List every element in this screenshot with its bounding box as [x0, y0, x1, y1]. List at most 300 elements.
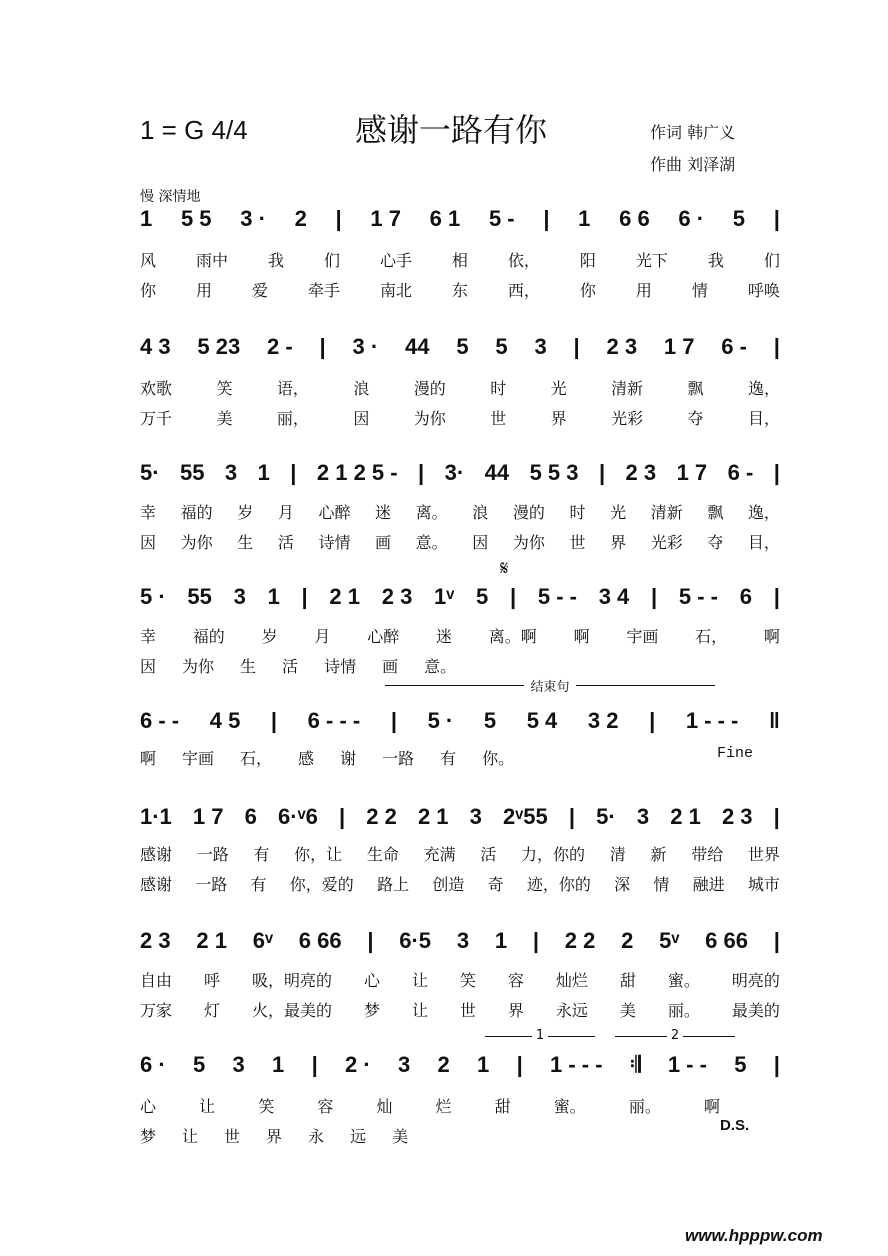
barline: |	[509, 584, 517, 609]
lyric-word: 南北	[379, 281, 412, 300]
lyric-word: 梦	[363, 1001, 380, 1020]
note-group: 6	[739, 584, 752, 609]
lyric-word: 迹，你的	[526, 875, 591, 894]
lyric-word: 幸	[140, 627, 157, 646]
note-group: 2 1	[670, 804, 701, 829]
lyric-word: 雨中	[195, 251, 228, 270]
note-group: 6 ·	[678, 206, 705, 231]
barline: |	[290, 460, 297, 485]
lyric-word: 界	[266, 1127, 283, 1146]
lyric-word: 啊	[703, 1097, 720, 1116]
lyric-word: 甜	[494, 1097, 511, 1116]
barline: |	[338, 804, 346, 829]
lyric-word: 意。	[415, 533, 448, 552]
note-group: 5 5	[180, 206, 212, 231]
lyric-line-2	[140, 406, 780, 429]
lyric-word: 用	[195, 281, 212, 300]
lyric-word: 阳	[579, 251, 596, 270]
note-group: 2 ·	[345, 1052, 371, 1077]
note-group: 4 5	[209, 708, 241, 733]
note-group: 1	[272, 1052, 285, 1077]
lyric-word: 迷	[435, 627, 452, 646]
lyric-word: 语，	[276, 379, 309, 398]
lyric-word: 活	[480, 845, 497, 864]
lyric-line-1	[140, 624, 780, 647]
lyric-word: 浪	[472, 503, 489, 522]
lyric-word: 漫的	[512, 503, 545, 522]
note-group: 2 3	[140, 928, 171, 953]
lyric-word: 因	[140, 533, 157, 552]
note-group: 6 6	[619, 206, 650, 231]
lyric-word: 为你	[180, 533, 213, 552]
lyric-word: 心	[140, 1097, 157, 1116]
note-group: 44	[484, 460, 510, 485]
note-group: 6ᵛ	[252, 928, 273, 953]
lyric-word: 诗情	[324, 657, 357, 676]
barline: 𝄇	[629, 1052, 641, 1077]
note-group: 3	[456, 928, 470, 953]
lyric-word: 诗情	[318, 533, 351, 552]
barline: ‖	[768, 708, 780, 733]
lyric-word: 浪	[353, 379, 370, 398]
lyric-word: 有	[440, 749, 457, 768]
note-group: 1	[140, 206, 153, 231]
note-group: 1 - - -	[550, 1052, 603, 1077]
notation-line	[140, 708, 780, 734]
lyric-word: 呼	[203, 971, 220, 990]
lyric-word: 明亮的	[731, 971, 780, 990]
note-group: 5 ·	[140, 584, 166, 609]
note-group: 1	[494, 928, 508, 953]
note-group: 6 -	[727, 460, 754, 485]
lyric-word: 欢歌	[140, 379, 173, 398]
lyric-word: 谢	[340, 749, 357, 768]
lyric-word: 心	[363, 971, 380, 990]
notation-line	[140, 1052, 780, 1078]
lyric-word: 万家	[140, 1001, 173, 1020]
lyric-word: 用	[635, 281, 652, 300]
lyric-word: 一路	[195, 875, 228, 894]
note-group: 3 2	[587, 708, 619, 733]
lyric-word: 容	[317, 1097, 334, 1116]
lyric-word: 一路	[196, 845, 229, 864]
note-group: 5 -	[488, 206, 515, 231]
lyric-word: 让	[411, 1001, 428, 1020]
lyric-word: 幸	[140, 503, 157, 522]
lyric-word: 融进	[692, 875, 725, 894]
barline: |	[270, 708, 278, 733]
barline: |	[773, 804, 780, 829]
lyric-word: 夺	[707, 533, 724, 552]
note-group: 2 1	[417, 804, 449, 829]
note-group: 3 4	[598, 584, 630, 609]
lyric-line-1	[140, 1094, 720, 1117]
barline: |	[367, 928, 374, 953]
notation-line	[140, 334, 780, 360]
lyric-word: 丽。	[667, 1001, 700, 1020]
note-group: 4 3	[140, 334, 171, 359]
lyric-word: 岁	[237, 503, 254, 522]
note-group: 1 7	[192, 804, 224, 829]
lyric-word: 奇	[487, 875, 504, 894]
lyric-word: 因	[353, 409, 370, 428]
lyric-word: 感谢	[140, 875, 173, 894]
lyric-word: 月	[314, 627, 331, 646]
lyric-word: 目，	[747, 533, 780, 552]
note-group: 1	[477, 1052, 490, 1077]
note-group: 3	[636, 804, 650, 829]
note-group: 3	[233, 584, 246, 609]
ending-label: 结束句	[524, 680, 575, 695]
lyric-word: 我	[267, 251, 284, 270]
lyric-word: 界	[507, 1001, 524, 1020]
barline: |	[418, 460, 425, 485]
lyric-word: 啊	[573, 627, 590, 646]
lyric-word: 让	[411, 971, 428, 990]
lyric-word: 路上	[377, 875, 410, 894]
lyric-word: 活	[282, 657, 299, 676]
lyric-word: 福的	[180, 503, 213, 522]
note-group: 6 66	[705, 928, 748, 953]
ending-bracket	[385, 680, 715, 705]
lyric-line-1	[140, 376, 780, 399]
lyric-word: 带给	[691, 845, 724, 864]
lyric-word: 你，爱的	[289, 875, 354, 894]
lyric-word: 笑	[216, 379, 233, 398]
barline: |	[773, 460, 780, 485]
note-group: 5	[192, 1052, 206, 1077]
lyric-word: 灿烂	[555, 971, 588, 990]
barline: |	[390, 708, 397, 733]
note-group: 5ᵛ	[659, 928, 680, 953]
lyric-word: 呼唤	[747, 281, 780, 300]
lyric-word: 迷	[375, 503, 392, 522]
lyric-line-2	[140, 278, 780, 301]
note-group: 5 4	[526, 708, 558, 733]
note-group: 5	[734, 1052, 747, 1077]
note-group: 1·1	[140, 804, 172, 829]
barline: |	[319, 334, 326, 359]
segno-icon: 𝄋	[500, 556, 509, 580]
lyric-word: 为你	[512, 533, 545, 552]
note-group: 3·	[444, 460, 465, 485]
lyric-word: 牵手	[307, 281, 340, 300]
lyric-word: 我	[707, 251, 724, 270]
lyric-word: 你，让	[294, 845, 343, 864]
lyric-word: 容	[507, 971, 524, 990]
lyric-line-1	[140, 746, 630, 769]
barline: |	[568, 804, 576, 829]
volta-bracket-2	[615, 1028, 735, 1052]
note-group: 3	[534, 334, 547, 359]
lyric-word: 飘	[707, 503, 724, 522]
lyric-word: 啊	[140, 749, 157, 768]
note-group: 6 ·	[140, 1052, 166, 1077]
barline: |	[543, 206, 550, 231]
lyric-word: 离。	[415, 503, 448, 522]
note-group: 1 - -	[667, 1052, 707, 1077]
note-group: 1 7	[663, 334, 695, 359]
lyric-word: 风	[140, 251, 157, 270]
barline: |	[516, 1052, 523, 1077]
lyric-word: 时	[490, 379, 507, 398]
lyric-word: 为你	[182, 657, 215, 676]
lyric-word: 让	[182, 1127, 199, 1146]
volta-label: 1	[532, 1028, 548, 1043]
lyric-word: 因	[472, 533, 489, 552]
lyric-word: 画	[382, 657, 399, 676]
lyric-word: 最美的	[731, 1001, 780, 1020]
note-group: 2 1	[329, 584, 361, 609]
lyric-word: 充满	[423, 845, 456, 864]
lyric-word: 心醉	[318, 503, 351, 522]
lyric-line-2	[140, 998, 780, 1021]
note-group: 2 3	[606, 334, 638, 359]
lyric-word: 宇画	[626, 627, 659, 646]
lyric-word: 世	[224, 1127, 241, 1146]
lyric-word: 吸，明亮的	[251, 971, 332, 990]
lyric-word: 新	[650, 845, 667, 864]
note-group: 5 23	[197, 334, 241, 359]
key-signature: 1 = G 4/4	[140, 115, 248, 145]
note-group: 1 7	[370, 206, 401, 231]
lyric-word: 相	[451, 251, 468, 270]
lyric-word: 夺	[687, 409, 704, 428]
barline: |	[649, 708, 656, 733]
note-group: 5 5 3	[529, 460, 579, 485]
note-group: 5	[732, 206, 745, 231]
lyric-word: 情	[653, 875, 670, 894]
note-group: 2 3	[721, 804, 753, 829]
composer-credit: 作曲 刘泽湖	[650, 155, 736, 174]
lyric-word: 东	[451, 281, 468, 300]
lyric-word: 离。啊	[488, 627, 537, 646]
lyric-word: 爱	[251, 281, 268, 300]
lyric-word: 生命	[366, 845, 399, 864]
barline: |	[335, 206, 342, 231]
note-group: 1 7	[676, 460, 708, 485]
watermark-url: www.hpppw.com	[685, 1226, 823, 1245]
lyric-line-1	[140, 500, 780, 523]
note-group: 1	[267, 584, 280, 609]
note-group: 5	[495, 334, 508, 359]
lyric-word: 月	[277, 503, 294, 522]
ds-marking: D.S.	[720, 1117, 750, 1134]
lyric-word: 有	[250, 875, 267, 894]
volta-bracket-1	[485, 1028, 595, 1052]
lyric-word: 让	[199, 1097, 216, 1116]
lyric-word: 清新	[650, 503, 683, 522]
lyric-word: 灯	[203, 1001, 220, 1020]
lyric-word: 永远	[555, 1001, 588, 1020]
song-title: 感谢一路有你	[355, 111, 548, 149]
lyric-word: 清新	[611, 379, 644, 398]
lyric-word: 笑	[459, 971, 476, 990]
lyric-word: 感谢	[140, 845, 173, 864]
lyric-word: 远	[350, 1127, 367, 1146]
note-group: 2 1	[196, 928, 227, 953]
lyric-word: 你。	[482, 749, 515, 768]
lyric-word: 光下	[635, 251, 668, 270]
notation-line	[140, 460, 780, 486]
note-group: 2 2	[366, 804, 397, 829]
note-group: 1ᵛ	[434, 584, 455, 609]
lyric-line-1	[140, 248, 780, 271]
barline: |	[598, 460, 606, 485]
notation-line	[140, 928, 780, 954]
lyric-word: 光彩	[650, 533, 683, 552]
barline: |	[773, 334, 780, 359]
note-group: 3	[397, 1052, 411, 1077]
lyric-word: 光彩	[611, 409, 644, 428]
note-group: 2 3	[625, 460, 657, 485]
barline: |	[311, 1052, 318, 1077]
note-group: 6 1	[429, 206, 461, 231]
note-group: 6	[244, 804, 257, 829]
lyric-word: 光	[550, 379, 567, 398]
note-group: 5·	[596, 804, 616, 829]
lyric-word: 界	[610, 533, 627, 552]
note-group: 2ᵛ55	[503, 804, 548, 829]
note-group: 5	[476, 584, 489, 609]
lyric-word: 光	[610, 503, 627, 522]
lyric-word: 永	[308, 1127, 325, 1146]
note-group: 3 ·	[352, 334, 379, 359]
note-group: 6·ᵛ6	[278, 804, 318, 829]
lyric-word: 美	[392, 1127, 409, 1146]
note-group: 1	[257, 460, 270, 485]
lyric-word: 你	[140, 281, 157, 300]
note-group: 2 -	[267, 334, 293, 359]
note-group: 6 - -	[140, 708, 180, 733]
note-group: 1	[578, 206, 591, 231]
lyric-word: 创造	[432, 875, 465, 894]
lyric-word: 有	[253, 845, 270, 864]
lyric-line-2	[140, 872, 780, 895]
lyric-word: 一路	[382, 749, 415, 768]
lyric-word: 火，最美的	[251, 1001, 332, 1020]
lyric-word: 石，	[695, 627, 728, 646]
lyric-line-1	[140, 968, 780, 991]
note-group: 6·5	[399, 928, 432, 953]
lyric-word: 漫的	[413, 379, 446, 398]
lyric-word: 万千	[140, 409, 173, 428]
lyric-word: 依，	[507, 251, 540, 270]
note-group: 55	[187, 584, 212, 609]
note-group: 3	[232, 1052, 245, 1077]
lyric-word: 美	[619, 1001, 636, 1020]
note-group: 5	[483, 708, 497, 733]
note-group: 3 ·	[240, 206, 266, 231]
lyric-word: 情	[691, 281, 708, 300]
lyric-word: 蜜。	[553, 1097, 586, 1116]
lyric-word: 丽，	[276, 409, 309, 428]
lyric-word: 自由	[140, 971, 173, 990]
lyricist-credit: 作词 韩广义	[650, 123, 736, 142]
lyric-word: 感	[298, 749, 315, 768]
note-group: 5 ·	[427, 708, 454, 733]
lyric-word: 飘	[687, 379, 704, 398]
lyric-word: 心醉	[367, 627, 400, 646]
barline: |	[773, 928, 780, 953]
note-group: 2 1 2 5 -	[316, 460, 398, 485]
note-group: 6 - - -	[307, 708, 361, 733]
note-group: 3	[469, 804, 482, 829]
lyric-word: 活	[277, 533, 294, 552]
lyric-word: 笑	[258, 1097, 275, 1116]
lyric-word: 丽。	[628, 1097, 661, 1116]
note-group: 5 - -	[537, 584, 577, 609]
lyric-word: 逸，	[747, 503, 780, 522]
lyric-word: 深	[614, 875, 631, 894]
note-group: 2	[437, 1052, 450, 1077]
lyric-word: 灿	[376, 1097, 393, 1116]
lyric-word: 城市	[747, 875, 780, 894]
lyric-word: 甜	[619, 971, 636, 990]
note-group: 6 66	[298, 928, 342, 953]
lyric-word: 为你	[413, 409, 446, 428]
note-group: 44	[405, 334, 430, 359]
lyric-word: 们	[323, 251, 340, 270]
lyric-word: 生	[240, 657, 257, 676]
lyric-word: 西，	[507, 281, 540, 300]
lyric-word: 烂	[435, 1097, 452, 1116]
tempo-marking: 慢 深情地	[140, 189, 201, 205]
lyric-word: 们	[763, 251, 780, 270]
lyric-word: 蜜。	[667, 971, 700, 990]
barline: |	[773, 206, 780, 231]
barline: |	[573, 334, 580, 359]
barline: |	[651, 584, 658, 609]
notation-line	[140, 804, 780, 830]
lyric-word: 福的	[192, 627, 225, 646]
note-group: 2	[294, 206, 307, 231]
lyric-word: 啊	[763, 627, 780, 646]
lyric-line-2	[140, 530, 780, 553]
note-group: 5 - -	[678, 584, 719, 609]
lyric-word: 力，你的	[521, 845, 586, 864]
barline: |	[773, 1052, 780, 1077]
note-group: 2 2	[564, 928, 596, 953]
note-group: 55	[180, 460, 205, 485]
volta-label: 2	[667, 1028, 683, 1043]
lyric-word: 石，	[240, 749, 273, 768]
note-group: 2	[621, 928, 634, 953]
note-group: 5·	[140, 460, 160, 485]
lyric-word: 心手	[379, 251, 412, 270]
lyric-word: 世界	[747, 845, 780, 864]
lyric-word: 界	[550, 409, 567, 428]
lyric-word: 宇画	[182, 749, 215, 768]
lyric-word: 世	[490, 409, 507, 428]
lyric-word: 世	[459, 1001, 476, 1020]
lyric-word: 你	[579, 281, 596, 300]
lyric-word: 清	[609, 845, 626, 864]
lyric-word: 世	[569, 533, 586, 552]
note-group: 3	[224, 460, 238, 485]
lyric-line-2	[140, 1124, 408, 1147]
lyric-word: 时	[569, 503, 586, 522]
lyric-word: 美	[216, 409, 233, 428]
lyric-word: 生	[237, 533, 254, 552]
note-group: 6 -	[721, 334, 747, 359]
barline: |	[773, 584, 780, 609]
barline: |	[532, 928, 539, 953]
barline: |	[301, 584, 308, 609]
note-group: 5	[456, 334, 469, 359]
lyric-word: 岁	[261, 627, 278, 646]
lyric-line-1	[140, 842, 780, 865]
